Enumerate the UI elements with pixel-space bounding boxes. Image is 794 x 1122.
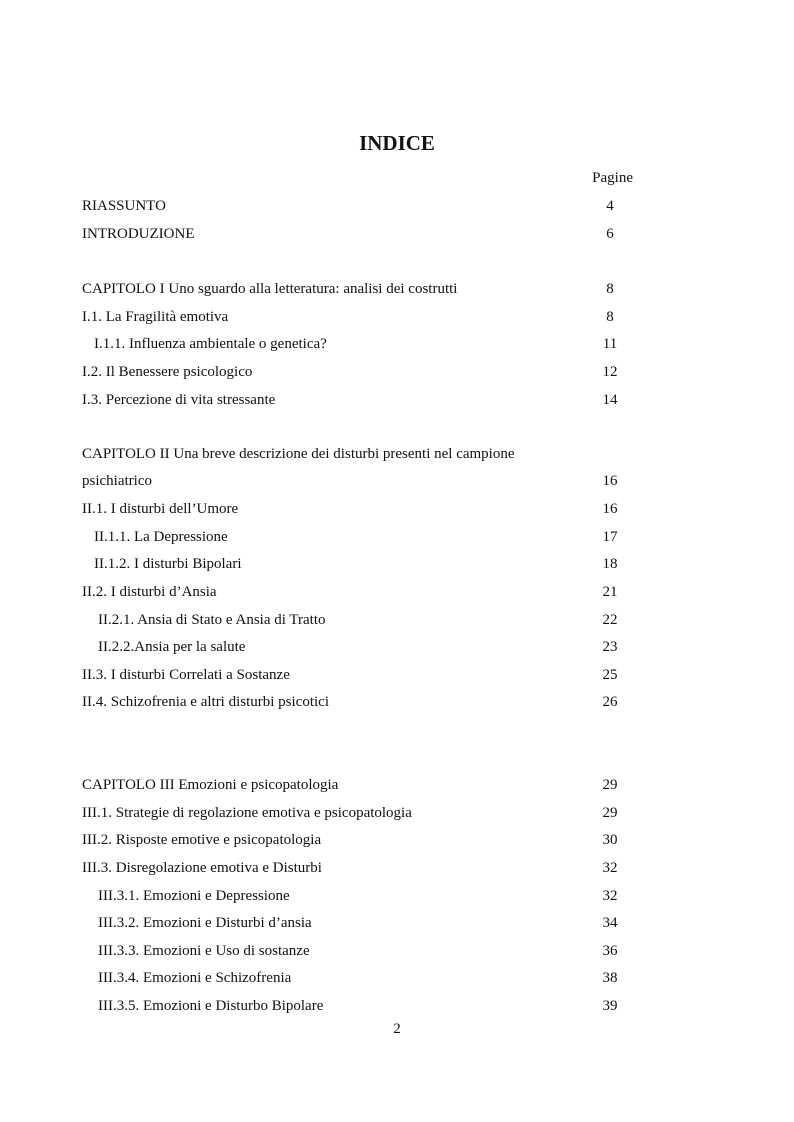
- toc-entry-page: 17: [602, 529, 618, 545]
- toc-entry-page: 38: [602, 970, 618, 986]
- toc-entry-label: II.1. I disturbi dell’Umore: [82, 501, 239, 517]
- toc-entry-label: III.3.5. Emozioni e Disturbo Bipolare: [98, 998, 324, 1014]
- toc-entry-label: I.1. La Fragilità emotiva: [82, 309, 229, 325]
- toc-entry: [0, 665, 794, 685]
- toc-entry: [0, 362, 794, 382]
- toc-entry: [0, 803, 794, 823]
- toc-entry-label: III.2. Risposte emotive e psicopatologia: [82, 832, 322, 848]
- toc-entry-label: I.1.1. Influenza ambientale o genetica?: [94, 336, 327, 352]
- toc-entry-label: II.2.1. Ansia di Stato e Ansia di Tratto: [98, 612, 326, 628]
- toc-subentry: [0, 334, 794, 354]
- pages-column-header: Pagine: [592, 170, 633, 186]
- toc-entry-label: INTRODUZIONE: [82, 226, 195, 242]
- toc-subentry: [0, 913, 794, 933]
- toc-subentry: [0, 968, 794, 988]
- toc-entry: [0, 858, 794, 878]
- toc-entry: [0, 390, 794, 410]
- toc-subentry: [0, 554, 794, 574]
- toc-entry-label: II.4. Schizofrenia e altri disturbi psicotici: [82, 694, 330, 710]
- toc-entry-label: III.3.4. Emozioni e Schizofrenia: [98, 970, 292, 986]
- toc-entry: [0, 499, 794, 519]
- toc-entry-page: 30: [602, 832, 618, 848]
- toc-entry-page: 11: [602, 336, 618, 352]
- toc-chapter: [0, 775, 794, 795]
- toc-entry: [0, 830, 794, 850]
- toc-entry: [0, 224, 794, 244]
- toc-entry-label: CAPITOLO I Uno sguardo alla letteratura: analisi dei costrutti: [82, 281, 458, 297]
- toc-entry: [0, 471, 794, 491]
- page-title: INDICE: [359, 131, 435, 155]
- toc-entry-page: 29: [602, 777, 618, 793]
- toc-subentry: [0, 527, 794, 547]
- toc-entry-label: III.3.2. Emozioni e Disturbi d’ansia: [98, 915, 312, 931]
- toc-entry-label: RIASSUNTO: [82, 198, 166, 214]
- toc-entry-page: 25: [602, 667, 618, 683]
- page-number: 2: [393, 1021, 401, 1037]
- toc-entry-label: II.1.1. La Depressione: [94, 529, 228, 545]
- toc-entry-page: 32: [602, 888, 618, 904]
- toc-entry-label: psichiatrico: [82, 473, 152, 489]
- toc-entry-page: 8: [606, 309, 614, 325]
- toc-entry-page: 8: [606, 281, 614, 297]
- toc-entry-page: 18: [602, 556, 618, 572]
- toc-entry: [0, 307, 794, 327]
- toc-entry-page: 22: [602, 612, 618, 628]
- toc-entry-label: III.1. Strategie di regolazione emotiva e psicopatologia: [82, 805, 412, 821]
- toc-entry-page: 16: [602, 501, 618, 517]
- toc-subentry: [0, 886, 794, 906]
- toc-entry-page: 34: [602, 915, 618, 931]
- toc-entry: [0, 692, 794, 712]
- toc-chapter: [0, 444, 794, 464]
- toc-entry-label: CAPITOLO II Una breve descrizione dei disturbi presenti nel campione: [82, 446, 515, 462]
- toc-subentry: [0, 637, 794, 657]
- toc-entry-page: 21: [602, 584, 618, 600]
- toc-entry-page: 36: [602, 943, 618, 959]
- toc-subentry: [0, 610, 794, 630]
- toc-entry-label: II.1.2. I disturbi Bipolari: [94, 556, 242, 572]
- toc-entry-page: 14: [602, 392, 618, 408]
- toc-entry: [0, 196, 794, 216]
- toc-entry-page: 32: [602, 860, 618, 876]
- toc-entry-label: III.3.3. Emozioni e Uso di sostanze: [98, 943, 310, 959]
- toc-entry-label: II.2. I disturbi d’Ansia: [82, 584, 217, 600]
- toc-entry-label: I.2. Il Benessere psicologico: [82, 364, 253, 380]
- toc-entry-label: II.2.2.Ansia per la salute: [98, 639, 246, 655]
- toc-chapter: [0, 279, 794, 299]
- toc-subentry: [0, 941, 794, 961]
- toc-subentry: [0, 996, 794, 1016]
- toc-entry: [0, 582, 794, 602]
- toc-entry-page: 16: [602, 473, 618, 489]
- toc-entry-page: 12: [602, 364, 618, 380]
- toc-entry-label: I.3. Percezione di vita stressante: [82, 392, 276, 408]
- toc-entry-label: II.3. I disturbi Correlati a Sostanze: [82, 667, 290, 683]
- toc-entry-label: III.3. Disregolazione emotiva e Disturbi: [82, 860, 322, 876]
- toc-entry-page: 29: [602, 805, 618, 821]
- toc-entry-page: 4: [606, 198, 614, 214]
- toc-entry-page: 26: [602, 694, 618, 710]
- toc-entry-page: 6: [606, 226, 614, 242]
- toc-entry-label: CAPITOLO III Emozioni e psicopatologia: [82, 777, 339, 793]
- toc-entry-page: 39: [602, 998, 618, 1014]
- toc-entry-page: 23: [602, 639, 618, 655]
- toc-entry-label: III.3.1. Emozioni e Depressione: [98, 888, 290, 904]
